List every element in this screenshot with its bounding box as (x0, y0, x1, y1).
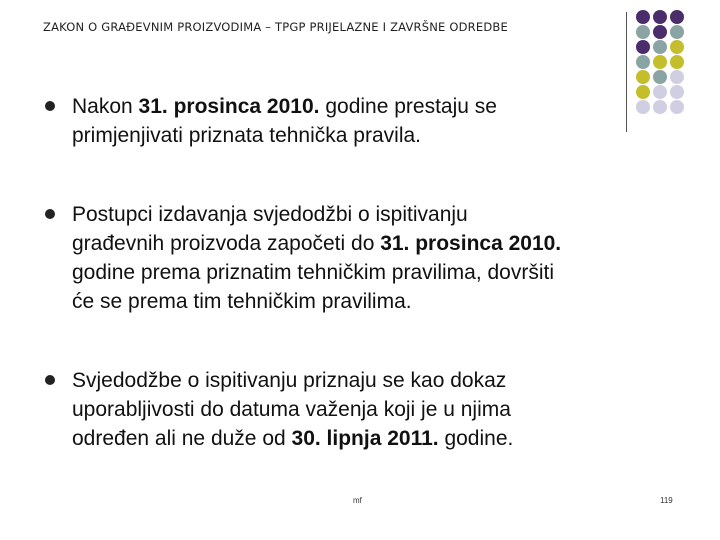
bullet-item (44, 92, 497, 150)
decorative-dot (636, 85, 650, 99)
header-divider-line (626, 12, 627, 132)
bullet-marker-icon (45, 375, 55, 385)
decorative-dot (636, 10, 650, 24)
decorative-dot (653, 55, 667, 69)
slide-header-title: ZAKON O GRAĐEVNIM PROIZVODIMA – TPGP PRIJELAZNE I ZAVRŠNE ODREDBE (43, 20, 508, 34)
decorative-dot (670, 25, 684, 39)
decorative-dot (670, 40, 684, 54)
bullet-text-segment: godine prestaju se (319, 95, 497, 118)
bullet-text-bold: 30. lipnja 2011. (291, 427, 439, 450)
footer-author: mf (353, 496, 362, 505)
bullet-text-segment: građevnih proizvoda započeti do (72, 232, 381, 255)
decorative-dot (636, 40, 650, 54)
bullet-marker-icon (45, 101, 55, 111)
decorative-dot (636, 25, 650, 39)
bullet-marker-icon (45, 209, 55, 219)
decorative-dot-grid (636, 10, 720, 120)
decorative-dot (636, 55, 650, 69)
bullet-item (44, 366, 513, 453)
decorative-dot (636, 70, 650, 84)
decorative-dot (653, 40, 667, 54)
bullet-text-segment: primjenjivati priznata tehnička pravila. (72, 124, 421, 147)
decorative-dot (653, 85, 667, 99)
bullet-text-segment: uporabljivosti do datuma važenja koji je u njima (72, 398, 511, 421)
decorative-dot (653, 100, 667, 114)
footer-page-number: 119 (660, 496, 673, 505)
bullet-text (72, 366, 513, 453)
decorative-dot (670, 100, 684, 114)
bullet-text-segment: Postupci izdavanja svjedodžbi o ispitivanju (72, 203, 468, 226)
bullet-item (44, 200, 561, 316)
bullet-text-segment: će se prema tim tehničkim pravilima. (72, 290, 412, 313)
bullet-text-segment: Svjedodžbe o ispitivanju priznaju se kao dokaz (72, 369, 507, 392)
bullet-text-segment: Nakon (72, 95, 139, 118)
decorative-dot (636, 100, 650, 114)
bullet-text (72, 92, 497, 150)
bullet-text-segment: godine prema priznatim tehničkim pravilima, dovršiti (72, 261, 555, 284)
decorative-dot (653, 25, 667, 39)
decorative-dot (670, 10, 684, 24)
decorative-dot (653, 10, 667, 24)
bullet-text-bold: 31. prosinca 2010. (138, 95, 320, 118)
decorative-dot (670, 85, 684, 99)
bullet-text-segment: određen ali ne duže od (72, 427, 292, 450)
bullet-text-bold: 31. prosinca 2010. (380, 232, 562, 255)
decorative-dot (670, 55, 684, 69)
decorative-dot (653, 70, 667, 84)
decorative-dot (670, 70, 684, 84)
bullet-text (72, 200, 561, 316)
bullet-text-segment: godine. (438, 427, 514, 450)
